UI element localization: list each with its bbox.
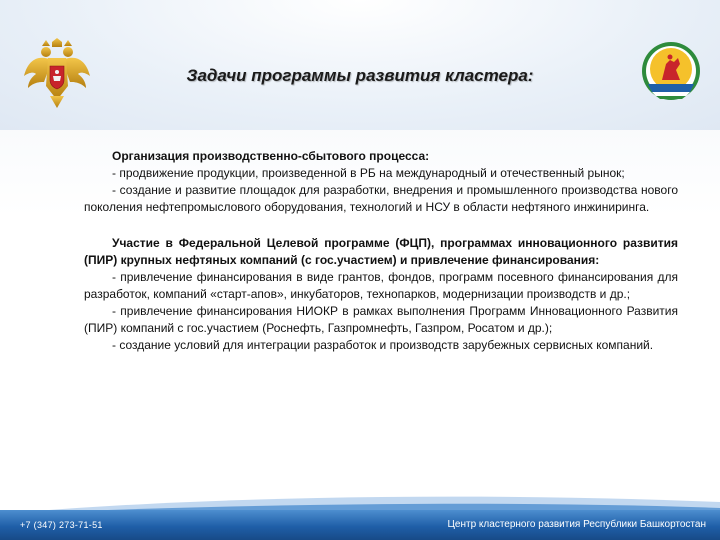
section1-heading: Организация производственно-сбытового процесса: (112, 149, 430, 163)
section2-heading: Участие в Федеральной Целевой программе (ФЦП), программах инновационного развития (ПИР) крупных нефтяных компаний (с гос.участием) и привлечение финансирования: (84, 236, 678, 267)
slide-content (84, 148, 678, 354)
footer-phone: +7 (347) 273-71-51 (20, 520, 103, 530)
section1-item: - создание и развитие площадок для разработки, внедрения и промышленного производства нового поколения нефтепромыслового оборудования, технологий и НСУ в области нефтяного инжиниринга. (84, 183, 678, 214)
section2-item: - привлечение финансирования НИОКР в рамках выполнения Программ Инновационного Развития (ПИР) компаний с гос.участием (Роснефть, Газпромнефть, Газпром, Росатом и др.); (84, 304, 678, 335)
slide-title: Задачи программы развития кластера: (186, 66, 534, 85)
section2-item: - привлечение финансирования в виде грантов, фондов, программ посевного финансирования для разработок, компаний «старт-апов», инкубаторов, технопарков, модернизации производств и др.; (84, 270, 678, 301)
section2-item: - создание условий для интеграции разработок и производств зарубежных сервисных компаний. (112, 338, 654, 352)
footer-bar (0, 510, 720, 540)
section1-item: - продвижение продукции, произведенной в РБ на международный и отечественный рынок; (112, 166, 625, 180)
header-band (0, 0, 720, 130)
footer-organization: Центр кластерного развития Республики Башкортостан (447, 519, 706, 530)
section-gap (84, 216, 678, 235)
